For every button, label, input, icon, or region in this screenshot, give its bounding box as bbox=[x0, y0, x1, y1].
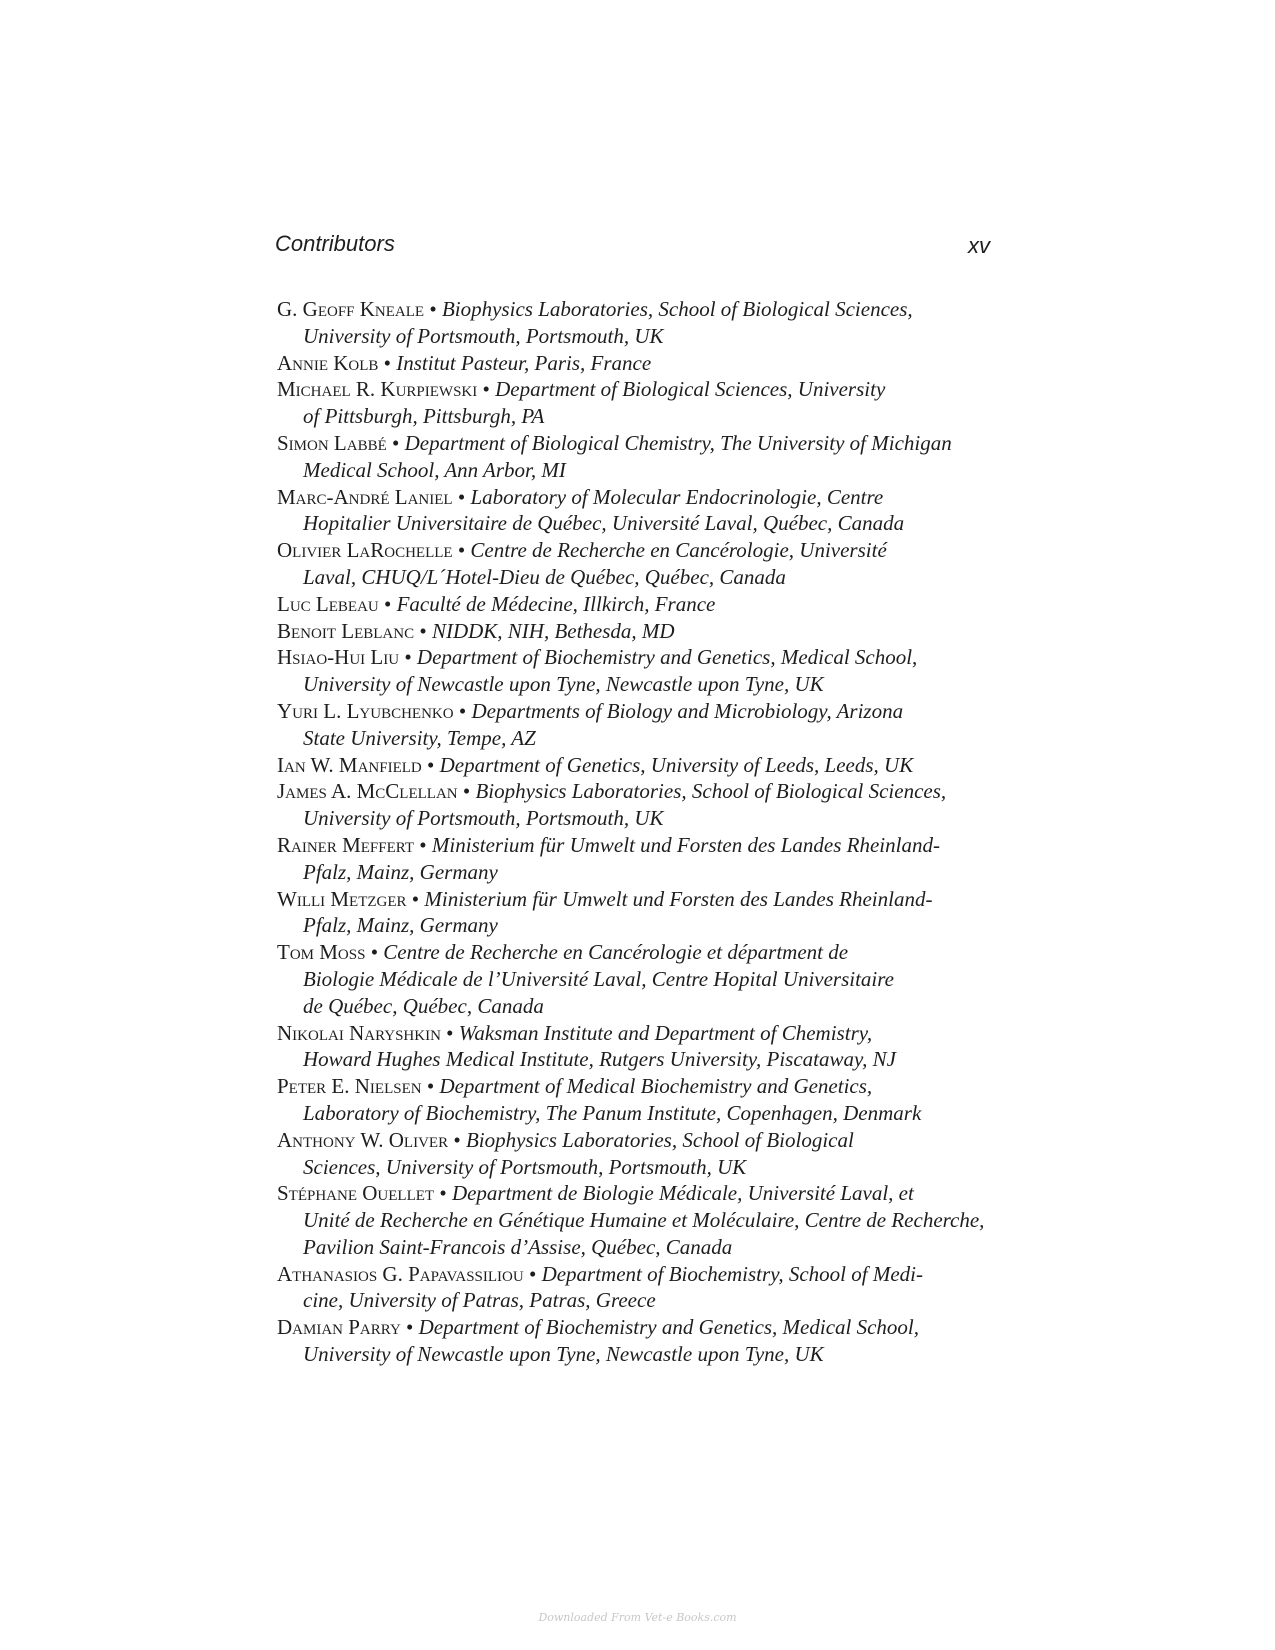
affiliation-line: Ministerium für Umwelt und Forsten des Landes Rheinland- bbox=[431, 832, 940, 857]
bullet-separator: • bbox=[421, 1074, 440, 1099]
contributor-entry bbox=[277, 1314, 1007, 1368]
affiliation-line: Laboratory of Biochemistry, The Panum Institute, Copenhagen, Denmark bbox=[303, 1100, 922, 1125]
contributor-entry bbox=[277, 376, 1007, 430]
bullet-separator: • bbox=[452, 484, 471, 509]
affiliation-line: Department of Biochemistry, School of Medi- bbox=[541, 1261, 923, 1286]
contributor-entry bbox=[277, 430, 1007, 484]
contributor-entry bbox=[277, 1073, 1007, 1127]
download-watermark: Downloaded From Vet-e Books.com bbox=[538, 1611, 737, 1624]
running-title: Contributors bbox=[275, 231, 395, 256]
contributor-entry bbox=[277, 644, 1007, 698]
bullet-separator: • bbox=[414, 832, 432, 857]
contributor-entry bbox=[277, 752, 1007, 779]
affiliation-line: University of Portsmouth, Portsmouth, UK bbox=[303, 806, 664, 831]
affiliation-line: Faculté de Médecine, Illkirch, France bbox=[396, 591, 716, 616]
affiliation-line: Department de Biologie Médicale, Université Laval, et bbox=[451, 1181, 914, 1206]
contributor-entry bbox=[277, 484, 1007, 538]
contributor-name: Hsiao-Hui Liu bbox=[277, 645, 400, 670]
contributor-name: Tom Moss bbox=[277, 940, 366, 965]
affiliation-line: Waksman Institute and Department of Chemistry, bbox=[458, 1020, 873, 1045]
contributor-entry bbox=[277, 350, 1007, 377]
affiliation-line: Department of Genetics, University of Leeds, Leeds, UK bbox=[439, 752, 914, 777]
contributor-name: Anthony W. Oliver bbox=[277, 1127, 449, 1152]
affiliation-line: cine, University of Patras, Patras, Greece bbox=[303, 1288, 656, 1313]
bullet-separator: • bbox=[452, 538, 471, 563]
contributor-affiliation bbox=[303, 940, 894, 1018]
bullet-separator: • bbox=[457, 779, 476, 804]
contributor-name: Luc Lebeau bbox=[277, 591, 379, 616]
bullet-separator: • bbox=[365, 940, 384, 965]
contributor-name: James A. McClellan bbox=[277, 779, 458, 804]
contributor-name: G. Geoff Kneale bbox=[277, 297, 425, 321]
affiliation-line: Laboratory of Molecular Endocrinologie, Centre bbox=[470, 484, 884, 509]
bullet-separator: • bbox=[386, 430, 405, 455]
bullet-separator: • bbox=[399, 645, 417, 670]
affiliation-line: State University, Tempe, AZ bbox=[303, 725, 536, 750]
contributor-name: Willi Metzger bbox=[277, 886, 407, 911]
contributor-entry bbox=[277, 618, 1007, 645]
affiliation-line: Hopitalier Universitaire de Québec, Université Laval, Québec, Canada bbox=[303, 511, 905, 536]
affiliation-line: Department of Medical Biochemistry and Genetics, bbox=[439, 1074, 873, 1099]
affiliation-line: Biophysics Laboratories, School of Biological Sciences, bbox=[475, 779, 947, 804]
contributor-entry bbox=[277, 296, 1007, 350]
contributor-entry bbox=[277, 886, 1007, 940]
affiliation-line: Pfalz, Mainz, Germany bbox=[303, 913, 498, 938]
contributor-name: Stéphane Ouellet bbox=[277, 1181, 435, 1206]
affiliation-line: University of Portsmouth, Portsmouth, UK bbox=[303, 323, 664, 348]
contributor-name: Simon Labbé bbox=[277, 430, 387, 455]
page-header bbox=[275, 231, 990, 265]
bullet-separator: • bbox=[440, 1020, 459, 1045]
affiliation-line: Unité de Recherche en Génétique Humaine et Moléculaire, Centre de Recherche, bbox=[303, 1208, 985, 1233]
affiliation-line: University of Newcastle upon Tyne, Newcastle upon Tyne, UK bbox=[303, 1342, 824, 1367]
contributor-entry bbox=[277, 1180, 1007, 1260]
affiliation-line: Institut Pasteur, Paris, France bbox=[396, 350, 652, 375]
contributor-entry bbox=[277, 1127, 1007, 1181]
bullet-separator: • bbox=[448, 1127, 466, 1152]
affiliation-line: Department of Biological Chemistry, The University of Michigan bbox=[404, 430, 952, 455]
affiliation-line: of Pittsburgh, Pittsburgh, PA bbox=[303, 404, 545, 429]
contributor-name: Nikolai Naryshkin bbox=[277, 1020, 441, 1045]
bullet-separator: • bbox=[414, 618, 432, 643]
bullet-separator: • bbox=[477, 377, 496, 402]
affiliation-line: Biologie Médicale de l’Université Laval, Centre Hopital Universitaire bbox=[303, 966, 894, 991]
bullet-separator: • bbox=[406, 886, 425, 911]
contributor-entry bbox=[277, 591, 1007, 618]
affiliation-line: Sciences, University of Portsmouth, Portsmouth, UK bbox=[303, 1154, 747, 1179]
affiliation-line: Biophysics Laboratories, School of Biological bbox=[465, 1127, 854, 1152]
affiliation-line: Pfalz, Mainz, Germany bbox=[303, 859, 498, 884]
affiliation-line: Medical School, Ann Arbor, MI bbox=[303, 457, 566, 482]
bullet-separator: • bbox=[378, 350, 397, 375]
contributor-entry bbox=[277, 939, 1007, 1019]
contributor-name: Rainer Meffert bbox=[277, 832, 415, 857]
affiliation-line: NIDDK, NIH, Bethesda, MD bbox=[431, 618, 675, 643]
affiliation-line: Centre de Recherche en Cancérologie, Université bbox=[470, 538, 887, 563]
contributor-entry bbox=[277, 537, 1007, 591]
contributor-affiliation bbox=[432, 619, 675, 643]
contributor-name: Michael R. Kurpiewski bbox=[277, 377, 478, 402]
bullet-separator: • bbox=[421, 752, 440, 777]
contributor-name: Yuri L. Lyubchenko bbox=[277, 698, 454, 723]
contributor-name: Annie Kolb bbox=[277, 350, 379, 375]
contributor-name: Athanasios G. Papavassiliou bbox=[277, 1261, 524, 1286]
affiliation-line: University of Newcastle upon Tyne, Newcastle upon Tyne, UK bbox=[303, 672, 824, 697]
contributor-name: Ian W. Manfield bbox=[277, 752, 422, 777]
bullet-separator: • bbox=[400, 1315, 419, 1340]
bullet-separator: • bbox=[378, 591, 397, 616]
contributor-name: Marc-André Laniel bbox=[277, 484, 453, 509]
affiliation-line: Howard Hughes Medical Institute, Rutgers University, Piscataway, NJ bbox=[303, 1047, 896, 1072]
contributor-entry bbox=[277, 698, 1007, 752]
contributor-entry bbox=[277, 832, 1007, 886]
contributor-entry bbox=[277, 1261, 1007, 1315]
contributor-name: Olivier LaRochelle bbox=[277, 538, 453, 563]
affiliation-line: Departments of Biology and Microbiology, Arizona bbox=[471, 698, 904, 723]
affiliation-line: Department of Biochemistry and Genetics, Medical School, bbox=[418, 1315, 920, 1340]
contributor-list bbox=[277, 296, 1007, 1368]
contributor-affiliation bbox=[397, 592, 716, 616]
affiliation-line: Department of Biological Sciences, University bbox=[495, 377, 886, 402]
affiliation-line: Biophysics Laboratories, School of Biological Sciences, bbox=[441, 297, 913, 321]
affiliation-line: Ministerium für Umwelt und Forsten des Landes Rheinland- bbox=[424, 886, 933, 911]
affiliation-line: Department of Biochemistry and Genetics, Medical School, bbox=[416, 645, 918, 670]
contributor-entry bbox=[277, 1020, 1007, 1074]
bullet-separator: • bbox=[434, 1181, 452, 1206]
bullet-separator: • bbox=[424, 297, 442, 321]
contributor-affiliation bbox=[440, 753, 914, 777]
affiliation-line: Centre de Recherche en Cancérologie et départment de bbox=[383, 940, 849, 965]
affiliation-line: Pavilion Saint-Francois d’Assise, Québec, Canada bbox=[303, 1234, 733, 1259]
page-number: xv bbox=[968, 233, 990, 258]
contributor-affiliation bbox=[396, 351, 651, 375]
contributor-entry bbox=[277, 778, 1007, 832]
bullet-separator: • bbox=[523, 1261, 542, 1286]
affiliation-line: de Québec, Québec, Canada bbox=[303, 993, 544, 1018]
affiliation-line: Laval, CHUQ/L´Hotel-Dieu de Québec, Québec, Canada bbox=[303, 564, 786, 589]
contributor-name: Damian Parry bbox=[277, 1315, 401, 1340]
contributor-name: Benoit Leblanc bbox=[277, 618, 415, 643]
bullet-separator: • bbox=[453, 698, 472, 723]
contributor-name: Peter E. Nielsen bbox=[277, 1074, 422, 1099]
